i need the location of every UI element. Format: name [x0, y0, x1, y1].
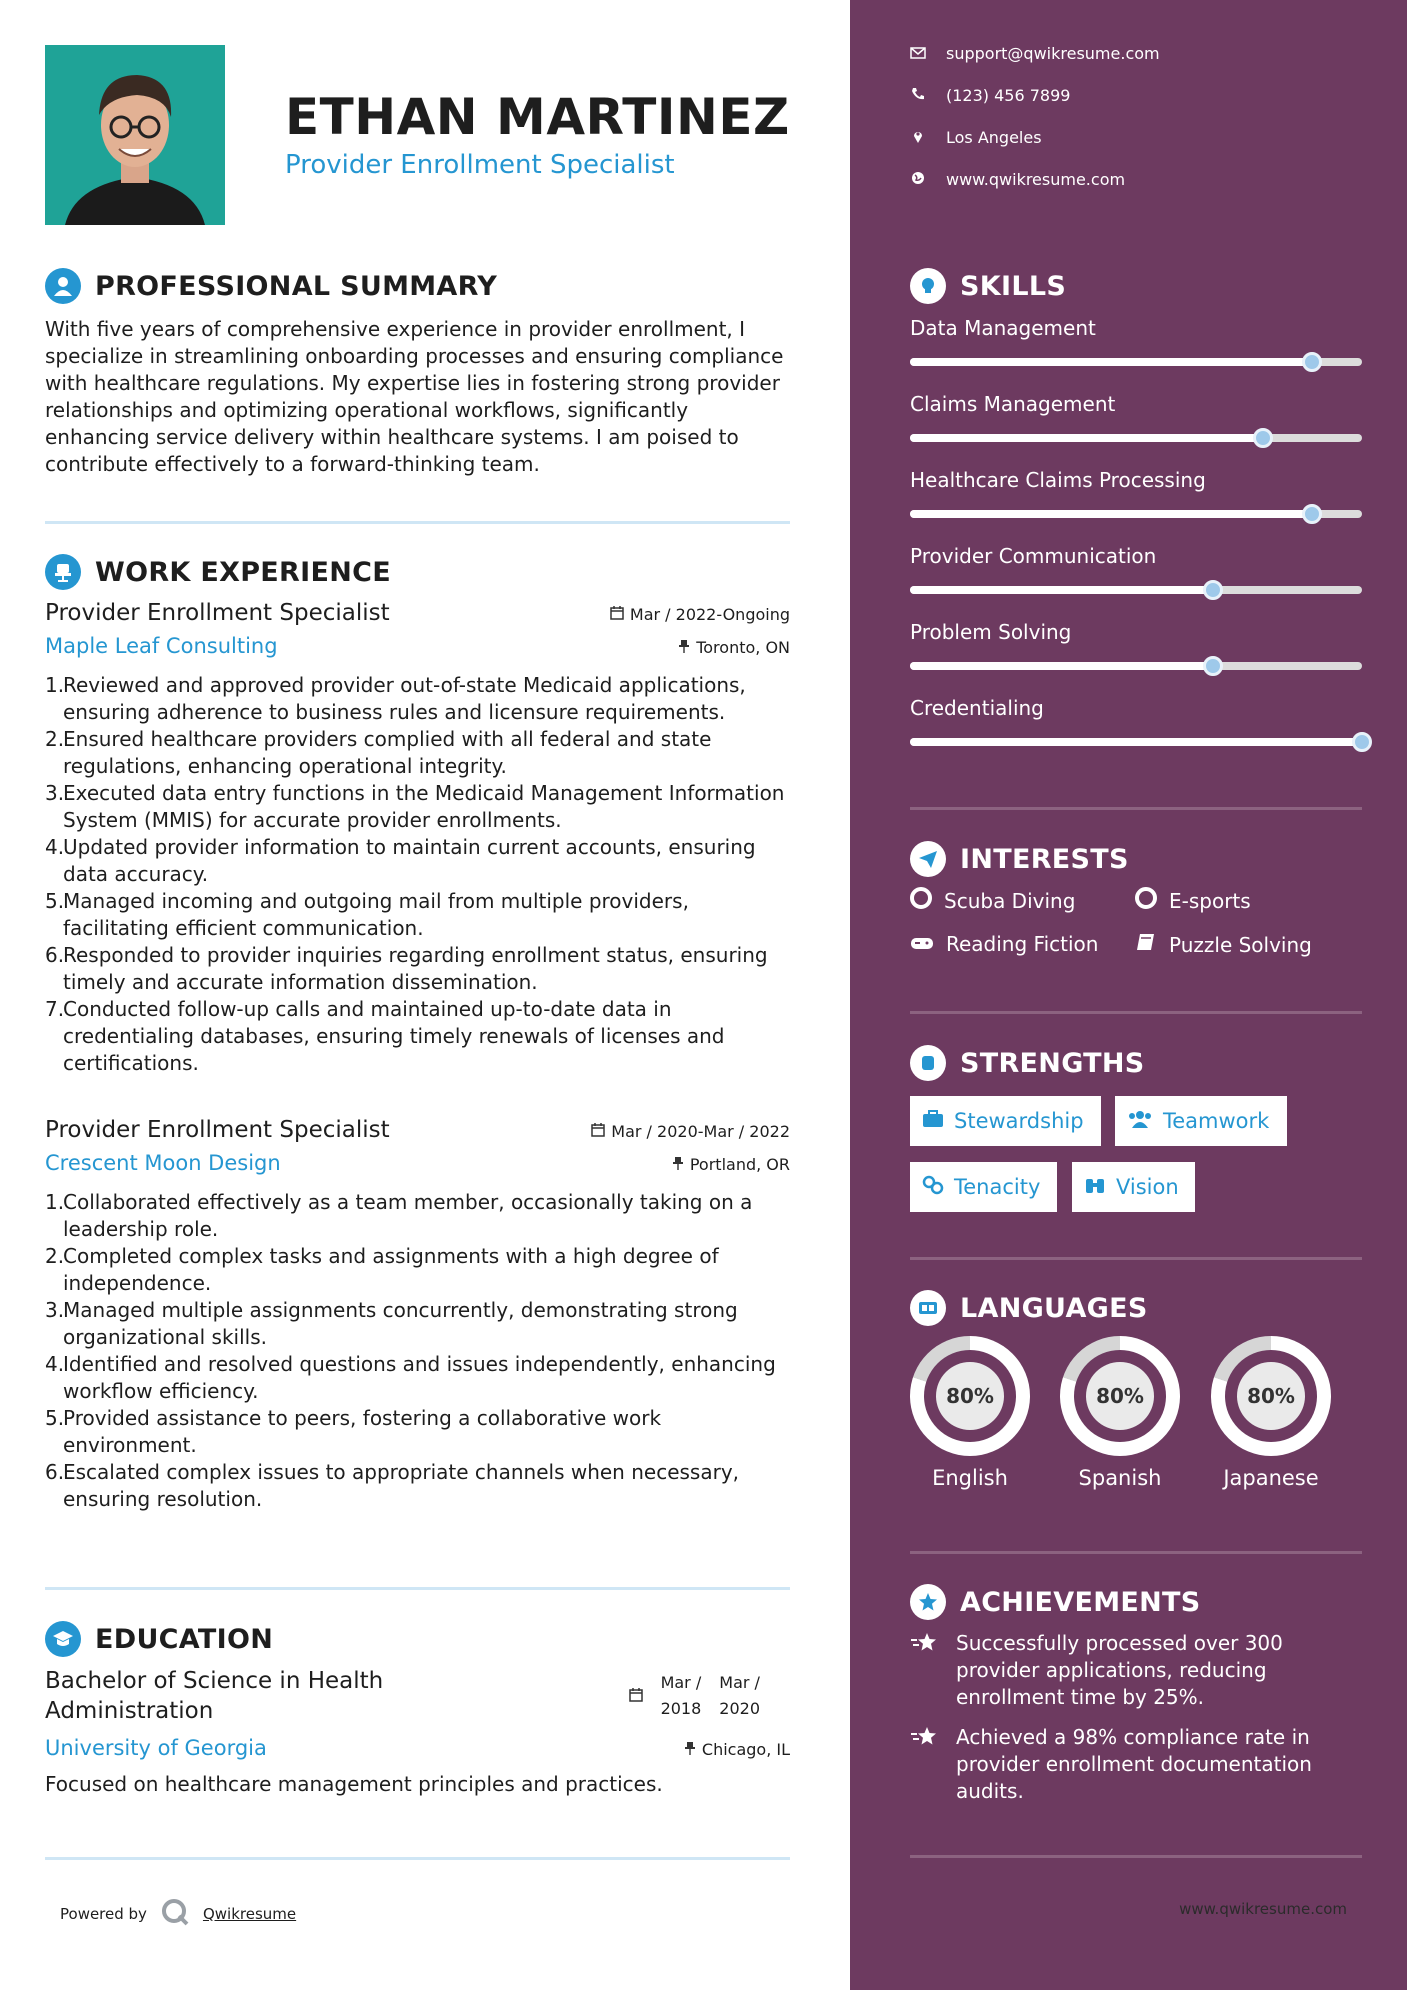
list-item: 4. Updated provider information to maintain current accounts, ensuring data accuracy.	[45, 835, 756, 886]
skill-label: Credentialing	[910, 696, 1044, 720]
achievement-text: Achieved a 98% compliance rate in provider enrollment documentation audits.	[956, 1725, 1312, 1803]
website-text: www.qwikresume.com	[946, 170, 1126, 189]
skills-header	[910, 268, 1066, 304]
job-date-text: Mar / 2022-Ongoing	[629, 605, 790, 624]
list-item: 2. Ensured healthcare providers complied with all federal and state regulations, enhancing operational integrity.	[45, 727, 712, 778]
strengths-heading: STRENGTHS	[960, 1047, 1145, 1079]
strength-label: Teamwork	[1163, 1109, 1270, 1133]
email-text: support@qwikresume.com	[946, 44, 1160, 63]
skill-bar-fill	[910, 510, 1312, 518]
skill-bar-fill	[910, 662, 1213, 670]
skill-label: Provider Communication	[910, 544, 1157, 568]
list-item: 5. Provided assistance to peers, fostering a collaborative work environment.	[45, 1406, 662, 1457]
powered-by-text: Powered by	[60, 1905, 147, 1923]
contact-phone[interactable]	[910, 86, 1070, 105]
achievement-text: Successfully processed over 300 provider applications, reducing enrollment time by 25%.	[956, 1631, 1283, 1709]
strength-chip	[1115, 1096, 1287, 1146]
job-location	[678, 638, 790, 657]
translate-icon	[910, 1290, 946, 1326]
achievement-item	[910, 1724, 1362, 1805]
experience-heading: WORK EXPERIENCE	[95, 556, 391, 588]
skill-item	[910, 468, 1362, 518]
interest-item	[910, 887, 1075, 914]
lifebuoy-icon	[1135, 887, 1157, 914]
interests-header	[910, 841, 1129, 877]
strength-label: Tenacity	[954, 1175, 1041, 1199]
achievements-heading: ACHIEVEMENTS	[960, 1586, 1201, 1618]
strength-label: Stewardship	[954, 1109, 1084, 1133]
job-location-text: Portland, OR	[689, 1155, 790, 1174]
skill-label: Data Management	[910, 316, 1096, 340]
start-date	[661, 1670, 702, 1722]
strength-chip	[910, 1162, 1057, 1212]
calendar-icon	[629, 1687, 643, 1706]
start-month: Mar /	[660, 1673, 702, 1692]
interests-heading: INTERESTS	[960, 843, 1129, 875]
interest-item	[1135, 932, 1312, 957]
language-item	[1060, 1336, 1180, 1490]
list-item: 4. Identified and resolved questions and issues independently, enhancing workflow efficiency.	[45, 1352, 776, 1403]
list-item: 1. Reviewed and approved provider out-of-state Medicaid applications, ensuring adherence to business rules and licensure requirements.	[45, 673, 746, 724]
skill-item	[910, 620, 1362, 670]
job-company: Crescent Moon Design	[45, 1151, 281, 1175]
graduation-cap-icon	[45, 1621, 81, 1657]
interest-label: E-sports	[1169, 888, 1251, 913]
degree-line: Bachelor of Science in Health	[45, 1668, 384, 1694]
star-badge-icon	[910, 1584, 946, 1620]
education-header	[45, 1621, 273, 1657]
language-item	[910, 1336, 1030, 1490]
section-divider	[910, 807, 1362, 810]
end-year: 2020	[719, 1699, 760, 1718]
language-name: Spanish	[1078, 1466, 1162, 1490]
achievements-header	[910, 1584, 1201, 1620]
job-entry	[45, 600, 790, 1077]
education-heading: EDUCATION	[95, 1623, 274, 1655]
school-name: University of Georgia	[45, 1736, 267, 1760]
interest-item	[910, 932, 1098, 956]
qwikresume-logo-icon	[161, 1898, 189, 1930]
binoculars-icon	[1084, 1175, 1106, 1200]
skill-label: Problem Solving	[910, 620, 1072, 644]
job-location-text: Toronto, ON	[696, 638, 790, 657]
calendar-icon	[591, 1122, 605, 1141]
contact-website[interactable]	[910, 170, 1125, 189]
section-divider	[910, 1855, 1362, 1858]
envelope-icon	[910, 44, 926, 63]
degree-line: Administration	[45, 1698, 214, 1724]
language-progress-ring	[910, 1336, 1030, 1456]
education-entry	[45, 1666, 790, 1796]
list-item: 1. Collaborated effectively as a team member, occasionally taking on a leadership role.	[45, 1190, 753, 1241]
interest-label: Puzzle Solving	[1169, 932, 1312, 957]
job-bullets	[45, 1189, 790, 1513]
skill-bar-knob	[1203, 580, 1223, 600]
map-marker-icon	[910, 128, 926, 147]
link-icon	[922, 1175, 944, 1200]
calendar-icon	[610, 605, 624, 624]
skill-bar-fill	[910, 738, 1362, 746]
book-icon	[1135, 932, 1157, 957]
strength-chip	[910, 1096, 1101, 1146]
skill-bar	[910, 510, 1362, 518]
skill-item	[910, 392, 1362, 442]
language-percent: 80%	[1086, 1362, 1154, 1430]
language-percent: 80%	[1237, 1362, 1305, 1430]
list-item: 2. Completed complex tasks and assignments with a high degree of independence.	[45, 1244, 719, 1295]
experience-header	[45, 554, 391, 590]
job-bullets	[45, 672, 790, 1077]
language-progress-ring	[1211, 1336, 1331, 1456]
skill-item	[910, 696, 1362, 746]
footer-branding	[60, 1898, 296, 1930]
skill-bar	[910, 358, 1362, 366]
candidate-name: ETHAN MARTINEZ	[285, 88, 790, 146]
pin-icon	[678, 638, 690, 657]
skill-label: Claims Management	[910, 392, 1116, 416]
list-item: 3. Executed data entry functions in the Medicaid Management Information System (MMIS) for accurate provider enrollments.	[45, 781, 785, 832]
skill-bar-knob	[1253, 428, 1273, 448]
skill-bar-fill	[910, 586, 1213, 594]
language-progress-ring	[1060, 1336, 1180, 1456]
list-item: 7. Conducted follow-up calls and maintained up-to-date data in credentialing databases, ensuring timely renewals of licenses and certifications.	[45, 997, 725, 1075]
fist-icon	[910, 1045, 946, 1081]
list-item: 6. Responded to provider inquiries regarding enrollment status, ensuring timely and accurate information dissemination.	[45, 943, 768, 994]
job-title: Provider Enrollment Specialist	[45, 600, 390, 626]
skill-item	[910, 316, 1362, 366]
contact-location	[910, 128, 1042, 147]
skill-bar-fill	[910, 434, 1263, 442]
profile-photo	[45, 45, 225, 225]
phone-text: (123) 456 7899	[946, 86, 1071, 105]
skill-bar	[910, 586, 1362, 594]
section-divider	[45, 521, 790, 524]
pin-icon	[684, 1740, 696, 1759]
section-divider	[910, 1257, 1362, 1260]
interest-label: Scuba Diving	[944, 888, 1076, 913]
job-location	[672, 1155, 790, 1174]
skill-bar-knob	[1352, 732, 1372, 752]
strength-label: Vision	[1116, 1175, 1179, 1199]
list-item: 5. Managed incoming and outgoing mail from multiple providers, facilitating efficient communication.	[45, 889, 689, 940]
contact-email[interactable]	[910, 44, 1160, 63]
list-item: 3. Managed multiple assignments concurrently, demonstrating strong organizational skills.	[45, 1298, 738, 1349]
lightbulb-icon	[910, 268, 946, 304]
brand-link[interactable]: Qwikresume	[202, 1905, 297, 1923]
users-icon	[1127, 1109, 1153, 1133]
footer-site[interactable]: www.qwikresume.com	[1179, 1900, 1347, 1918]
skill-bar	[910, 738, 1362, 746]
section-divider	[45, 1857, 790, 1860]
strength-chip	[1072, 1162, 1195, 1212]
phone-icon	[910, 86, 926, 105]
skill-item	[910, 544, 1362, 594]
strengths-header	[910, 1045, 1145, 1081]
skill-bar-knob	[1203, 656, 1223, 676]
section-divider	[45, 1587, 790, 1590]
languages-heading: LANGUAGES	[960, 1292, 1148, 1324]
education-location	[684, 1740, 790, 1759]
section-divider	[910, 1011, 1362, 1014]
interest-label: Reading Fiction	[946, 932, 1099, 956]
job-entry	[45, 1117, 790, 1513]
summary-header	[45, 268, 497, 304]
summary-text: With five years of comprehensive experience in provider enrollment, I specialize in streamlining onboarding processes and ensuring compliance with healthcare regulations. My expertise lies in fostering strong provider relationships and optimizing operational workflows, significantly enhancing service delivery within healthcare systems. I am poised to contribute effectively to a forward-thinking team.	[45, 317, 784, 476]
language-percent: 80%	[936, 1362, 1004, 1430]
lifebuoy-icon	[910, 887, 932, 914]
language-name: English	[932, 1466, 1008, 1490]
start-year: 2018	[660, 1699, 702, 1718]
job-company: Maple Leaf Consulting	[45, 634, 278, 658]
degree	[45, 1666, 383, 1726]
education-location-text: Chicago, IL	[701, 1740, 790, 1759]
chair-icon	[45, 554, 81, 590]
job-date-text: Mar / 2020-Mar / 2022	[611, 1122, 790, 1141]
language-item	[1211, 1336, 1331, 1490]
list-item: 6. Escalated complex issues to appropriate channels when necessary, ensuring resolution.	[45, 1460, 740, 1511]
job-date	[610, 605, 790, 624]
user-icon	[45, 268, 81, 304]
location-text: Los Angeles	[946, 128, 1042, 147]
end-month: Mar /	[719, 1673, 760, 1692]
skill-bar	[910, 434, 1362, 442]
skill-label: Healthcare Claims Processing	[910, 468, 1206, 492]
skill-bar	[910, 662, 1362, 670]
gamepad-icon	[910, 932, 934, 956]
skills-heading: SKILLS	[960, 270, 1067, 302]
end-date	[719, 1670, 760, 1722]
language-name: Japanese	[1223, 1466, 1319, 1490]
paper-plane-icon	[910, 841, 946, 877]
achievement-item	[910, 1630, 1362, 1711]
globe-icon	[910, 170, 926, 189]
skill-bar-fill	[910, 358, 1312, 366]
star-icon	[910, 1630, 940, 1711]
education-description: Focused on healthcare management principles and practices.	[45, 1772, 663, 1796]
education-dates	[629, 1666, 790, 1726]
section-divider	[910, 1551, 1362, 1554]
candidate-title: Provider Enrollment Specialist	[285, 150, 675, 180]
pin-icon	[672, 1155, 684, 1174]
star-icon	[910, 1724, 940, 1805]
job-title: Provider Enrollment Specialist	[45, 1117, 390, 1143]
summary-heading: PROFESSIONAL SUMMARY	[95, 270, 498, 302]
briefcase-icon	[922, 1109, 944, 1133]
interest-item	[1135, 887, 1251, 914]
languages-header	[910, 1290, 1148, 1326]
job-date	[591, 1122, 790, 1141]
